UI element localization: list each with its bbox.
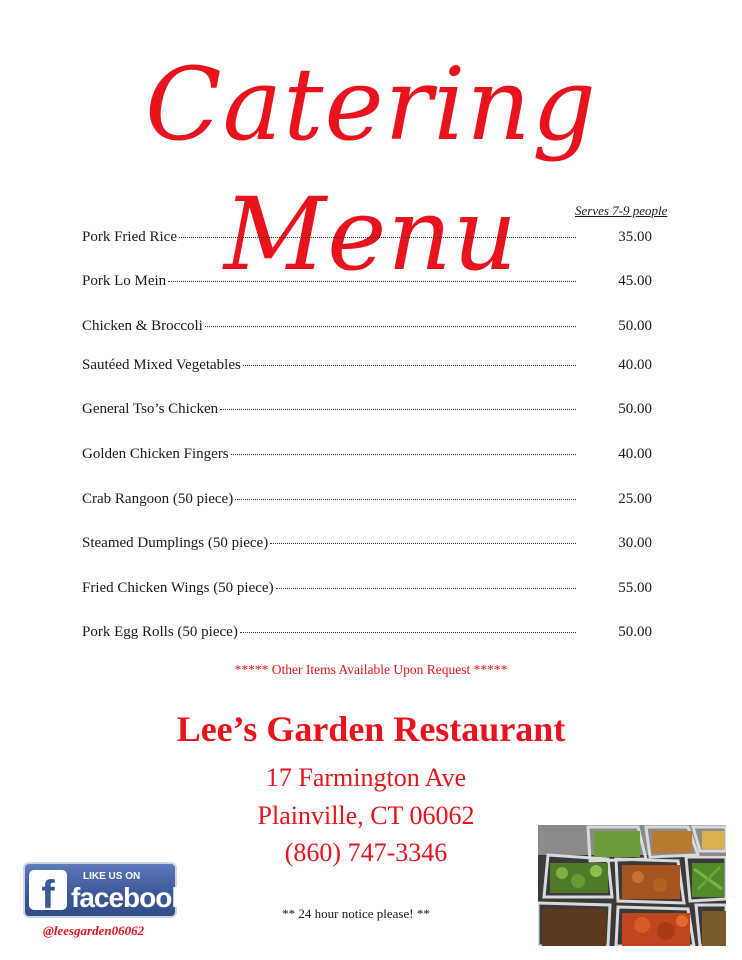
- dot-leader: [243, 365, 576, 366]
- other-items-note: ***** Other Items Available Upon Request *****: [234, 662, 508, 677]
- menu-item-price: 35.00: [618, 229, 652, 245]
- menu-item-price: 45.00: [618, 273, 652, 289]
- facebook-wordmark: facebook: [71, 882, 186, 913]
- facebook-like-badge[interactable]: [23, 862, 186, 918]
- menu-item: [82, 446, 652, 466]
- notice-text: ** 24 hour notice please! **: [282, 906, 430, 921]
- serves-note: Serves 7-9 people: [575, 203, 668, 218]
- menu-item: [82, 229, 652, 249]
- menu-item-price: 50.00: [618, 318, 652, 334]
- city-address: Plainville, CT 06062: [257, 801, 475, 830]
- menu-item: [82, 401, 652, 421]
- menu-item-name: Pork Lo Mein: [82, 273, 167, 289]
- menu-title: Catering Menu: [145, 46, 597, 293]
- dot-leader: [179, 237, 576, 238]
- dot-leader: [235, 499, 576, 500]
- street-address: 17 Farmington Ave: [265, 763, 467, 792]
- facebook-like-text: LIKE US ON: [83, 871, 141, 882]
- menu-item: [82, 357, 652, 377]
- food-photo-illustration: [538, 825, 726, 946]
- menu-item-name: Fried Chicken Wings (50 piece): [82, 580, 274, 596]
- facebook-handle[interactable]: @leesgarden06062: [43, 923, 145, 938]
- food-buffet-photo: [538, 825, 726, 946]
- dot-leader: [270, 543, 576, 544]
- dot-leader: [231, 454, 576, 455]
- menu-item: [82, 580, 652, 600]
- dot-leader: [276, 588, 576, 589]
- menu-item-name: Crab Rangoon (50 piece): [82, 491, 234, 507]
- menu-item-price: 55.00: [618, 580, 652, 596]
- menu-item-name: General Tso’s Chicken: [82, 401, 219, 417]
- menu-item-price: 30.00: [618, 535, 652, 551]
- menu-item-price: 50.00: [618, 624, 652, 640]
- dot-leader: [168, 281, 576, 282]
- dot-leader: [240, 632, 576, 633]
- menu-item-price: 40.00: [618, 357, 652, 373]
- menu-item: [82, 273, 652, 293]
- menu-item: [82, 318, 652, 338]
- menu-item: [82, 624, 652, 644]
- phone-number: (860) 747-3346: [284, 838, 448, 867]
- menu-item-name: Chicken & Broccoli: [82, 318, 203, 334]
- facebook-logo-icon: f: [29, 870, 67, 910]
- menu-item: [82, 535, 652, 555]
- menu-item-name: Pork Fried Rice: [82, 229, 177, 245]
- menu-item-name: Golden Chicken Fingers: [82, 446, 229, 462]
- menu-item: [82, 491, 652, 511]
- menu-item-price: 40.00: [618, 446, 652, 462]
- menu-item-name: Sautéed Mixed Vegetables: [82, 357, 241, 373]
- menu-item-price: 25.00: [618, 491, 652, 507]
- menu-item-name: Pork Egg Rolls (50 piece): [82, 624, 238, 640]
- dot-leader: [205, 326, 576, 327]
- restaurant-name: Lee’s Garden Restaurant: [176, 709, 566, 749]
- menu-item-price: 50.00: [618, 401, 652, 417]
- menu-item-name: Steamed Dumplings (50 piece): [82, 535, 269, 551]
- dot-leader: [220, 409, 576, 410]
